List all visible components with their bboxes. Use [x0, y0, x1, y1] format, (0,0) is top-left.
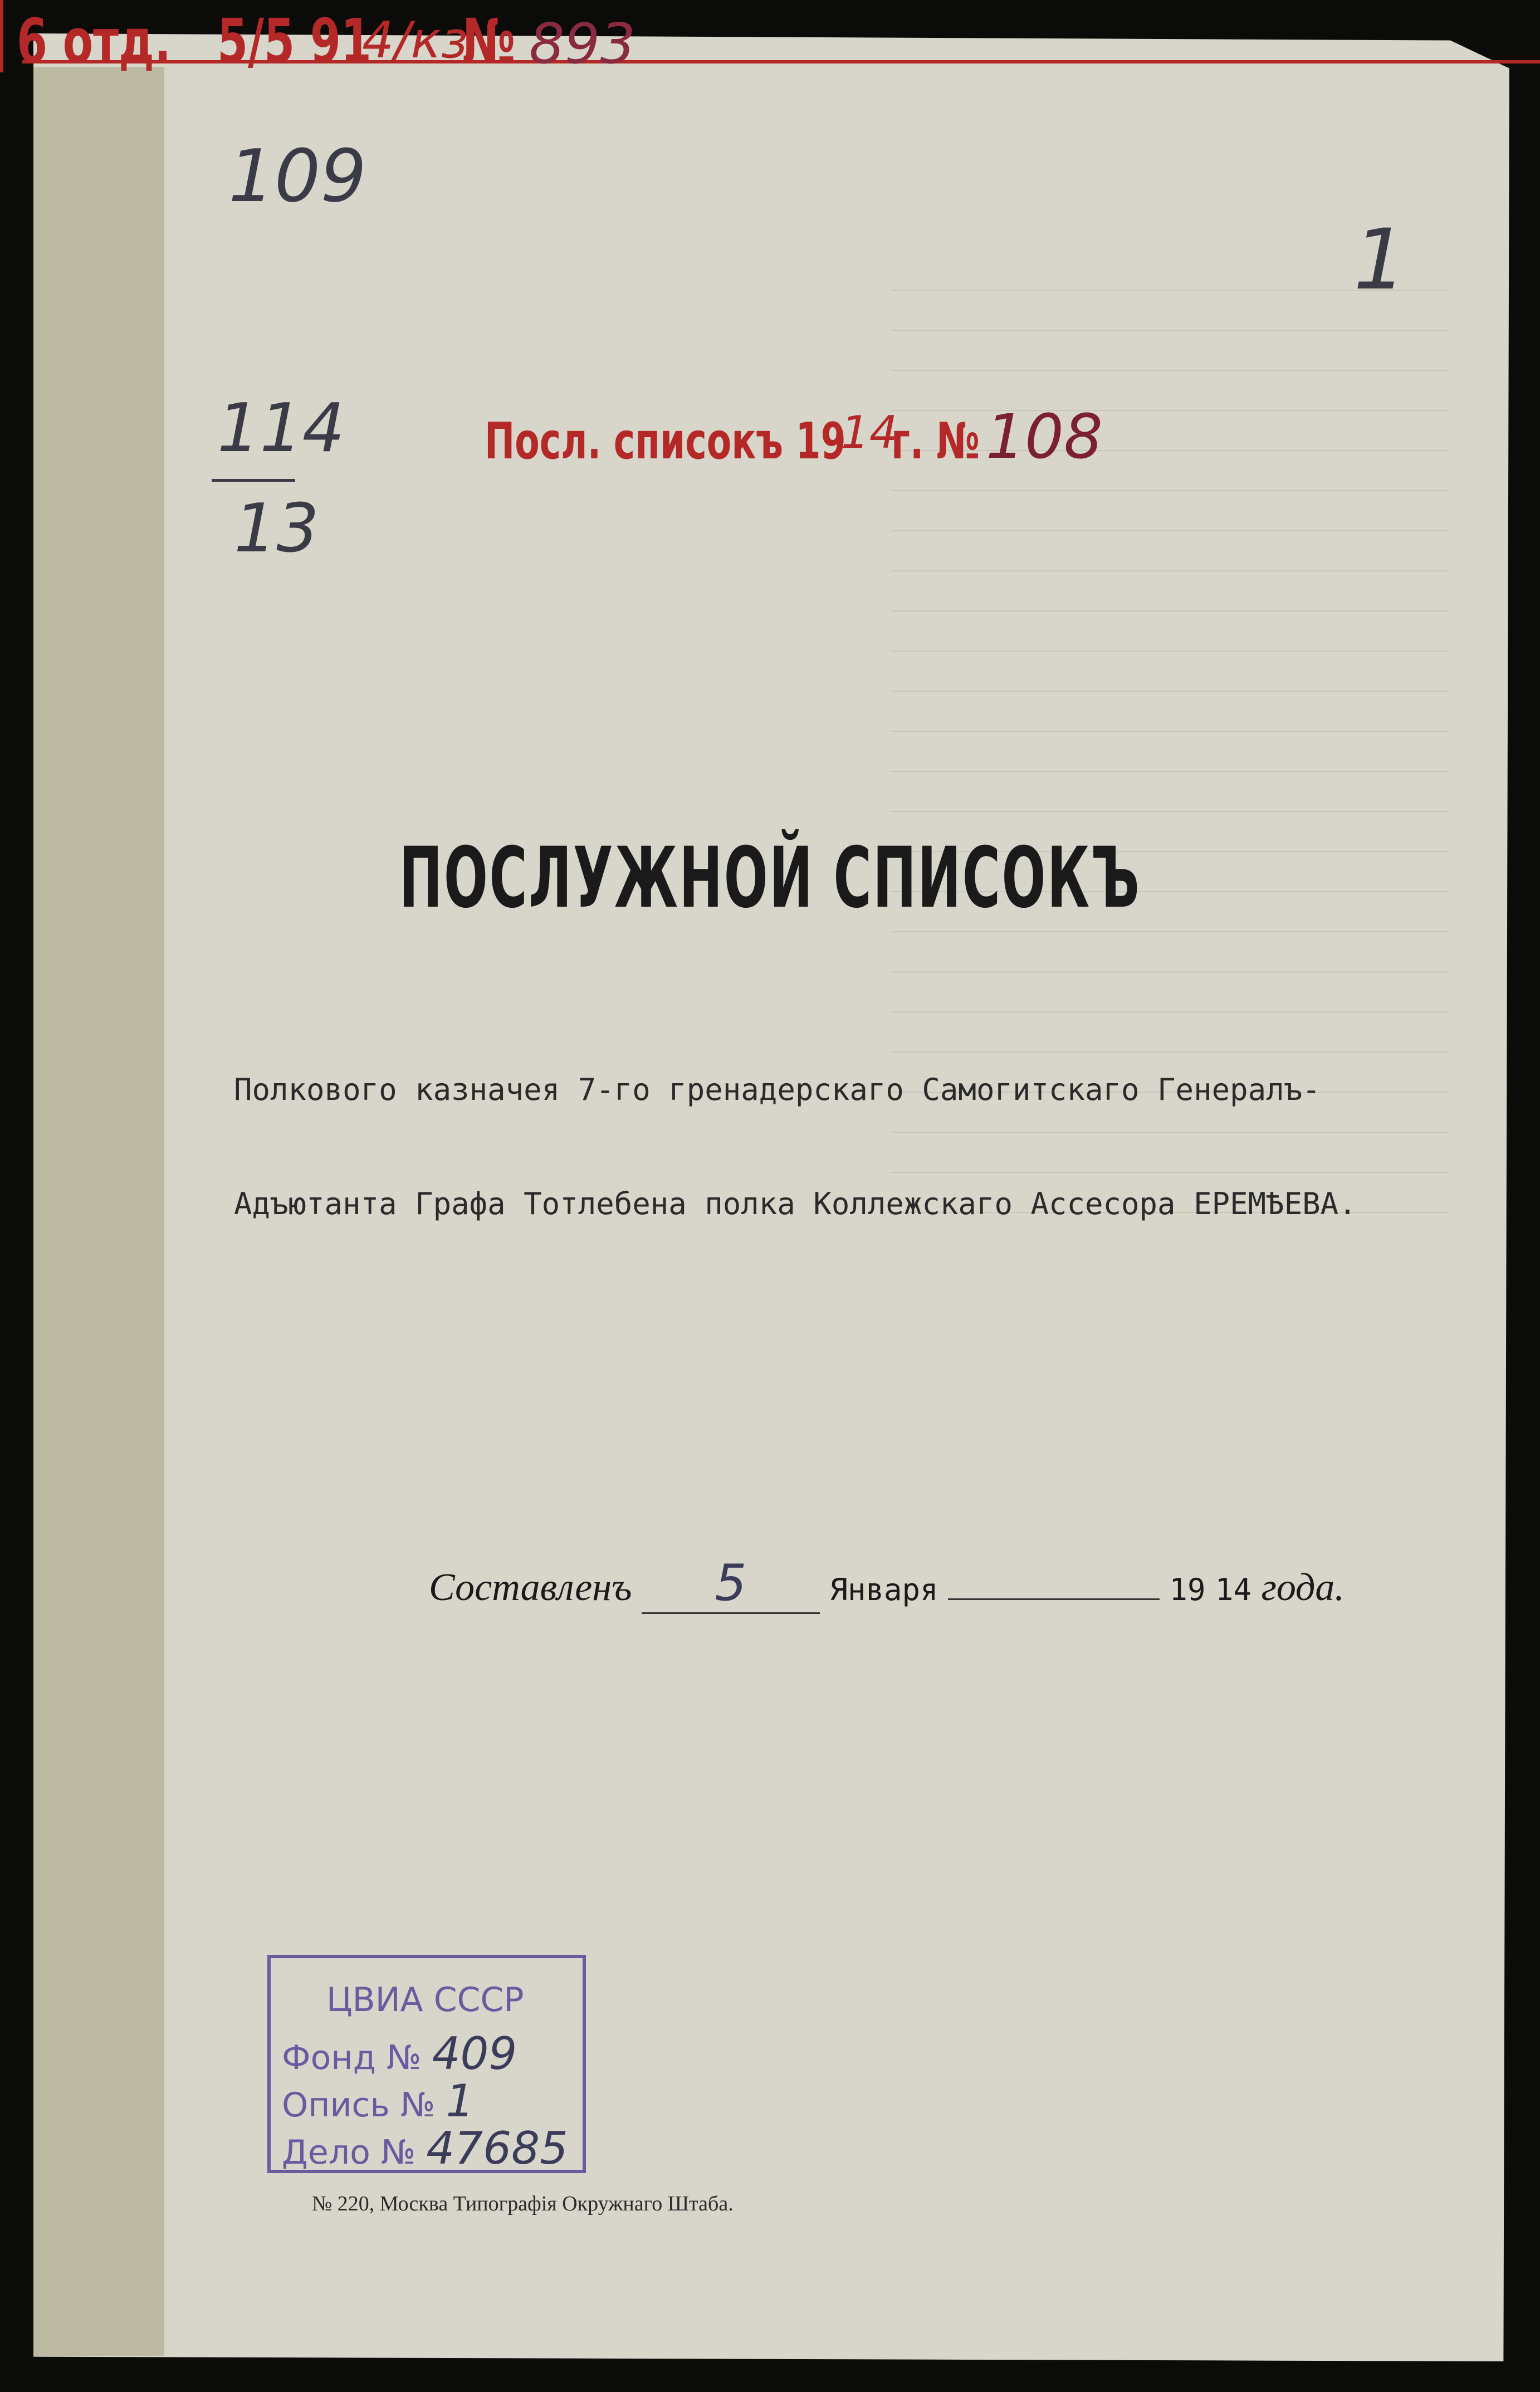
binding-strip	[33, 67, 164, 2356]
archive-opis-label: Опись №	[282, 2086, 436, 2125]
department-stamp-number: 5/5 91	[217, 6, 371, 77]
handwritten-fraction-bottom: 13	[234, 490, 319, 568]
department-stamp-handwritten-number: 893	[529, 11, 635, 76]
record-list-label: Посл. списокъ 19	[485, 412, 846, 471]
handwritten-page-number: 1	[1353, 212, 1407, 309]
archive-fond-label: Фонд №	[282, 2038, 422, 2077]
record-list-year: 14	[841, 407, 898, 458]
archive-stamp-title: ЦВИА СССР	[326, 1980, 524, 2019]
archive-delo-number: 47685	[426, 2122, 568, 2174]
compiled-label: Составленъ	[429, 1566, 632, 1609]
printer-footer: № 220, Москва Типографія Окружнаго Штаба.	[312, 2192, 734, 2215]
handwritten-fraction-top: 114	[217, 390, 345, 467]
department-stamp-handwritten: 4/кз	[362, 11, 468, 70]
archive-stamp	[267, 1955, 586, 2173]
department-stamp-sign: №	[462, 6, 516, 77]
compiled-day: 5	[715, 1554, 747, 1612]
record-list-stamp	[485, 401, 1103, 473]
compiled-suffix: года.	[1261, 1566, 1345, 1609]
archive-opis-number: 1	[446, 2075, 475, 2127]
document-title: ПОСЛУЖНОЙ СПИСОКЪ	[399, 830, 1141, 927]
description-line-1: Полкового казначея 7-го гренадерскаго Самогитскаго Генералъ-	[234, 1072, 1321, 1107]
record-list-suffix: г. №	[891, 412, 980, 471]
bleed-through-lines	[891, 251, 1448, 2200]
compiled-year: 14	[1215, 1572, 1252, 1607]
record-list-number: 108	[986, 401, 1103, 472]
compiled-date	[429, 1554, 1345, 1614]
description-line-2: Адъютанта Графа Тотлебена полка Коллежскаго Ассесора ЕРЕМѢЕВА.	[234, 1186, 1357, 1221]
compiled-month: Января	[829, 1572, 938, 1607]
archive-fond-number: 409	[432, 2028, 517, 2080]
handwritten-sheet-number: 109	[228, 134, 367, 218]
handwritten-fraction-bar	[212, 479, 295, 482]
compiled-year-prefix: 19	[1169, 1572, 1206, 1607]
archive-delo-label: Дело №	[282, 2133, 416, 2172]
department-stamp-label: 6 отд.	[17, 6, 172, 77]
